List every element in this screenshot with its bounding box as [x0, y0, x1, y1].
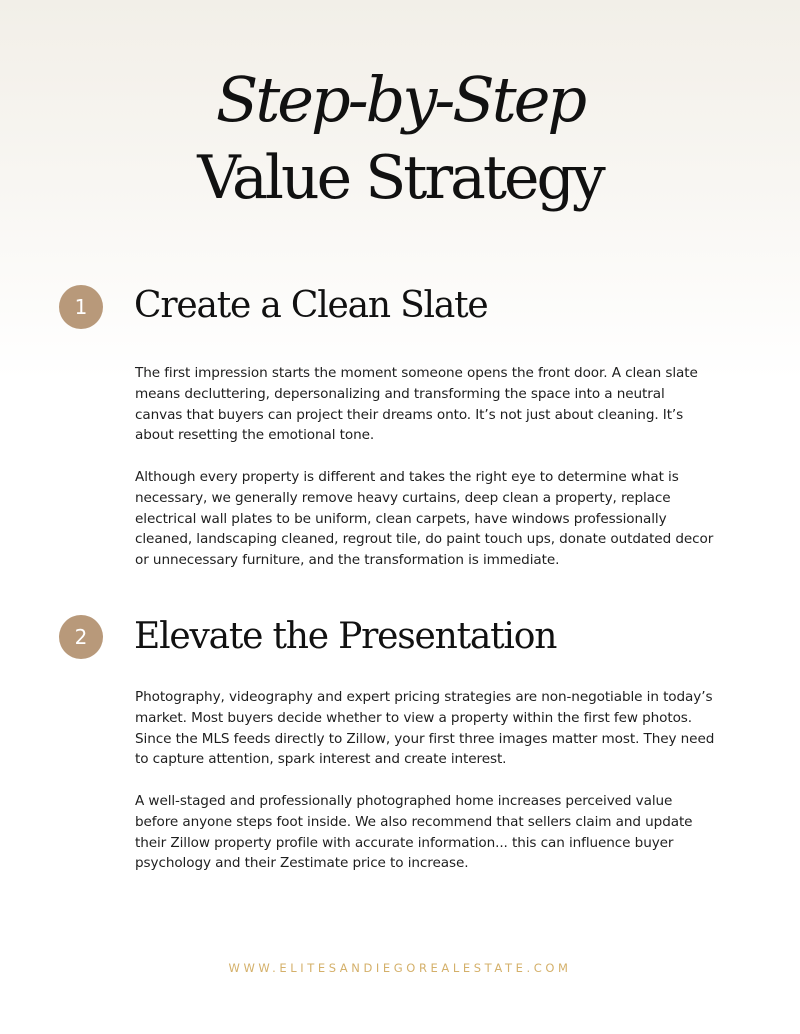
page-title [0, 62, 800, 214]
title-line-1: Step-by-Step [215, 63, 585, 136]
step-1-paragraph-2: Although every property is different and takes the right eye to determine what is necessary, we generally remove heavy curtains, deep clean a property, replace electrical wall plates to be uniform, clean carpets, have windows professionally cleaned, landscaping cleaned, regrout tile, do paint touch ups, donate outdated decor or unnecessary furniture, and the transformation is immediate. [135, 469, 714, 569]
step-1-paragraph-1: The first impression starts the moment someone opens the front door. A clean slate means decluttering, depersonalizing and transforming the space into a neutral canvas that buyers can project their dreams onto. It’s not just about cleaning. It’s about resetting the emotional tone. [135, 365, 698, 444]
step-1-number-badge: 1 [59, 285, 103, 329]
step-1-heading: Create a Clean Slate [134, 285, 488, 326]
step-2-paragraph-1: Photography, videography and expert pricing strategies are non-negotiable in today’s market. Most buyers decide whether to view a property within the first few photos. Since the MLS feeds directly to Zillow, your first three images matter most. They need to capture attention, spark interest and create interest. [135, 689, 715, 768]
step-2-paragraph-2: A well-staged and professionally photographed home increases perceived value before anyone steps foot inside. We also recommend that sellers claim and update their Zillow property profile with accurate information... this can influence buyer psychology and their Zestimate price to increase. [135, 793, 693, 872]
step-2-heading: Elevate the Presentation [134, 616, 557, 657]
title-line-2: Value Strategy [197, 143, 603, 213]
step-2-number-badge: 2 [59, 615, 103, 659]
footer-website: WWW.ELITESANDIEGOREALESTATE.COM [228, 961, 572, 975]
